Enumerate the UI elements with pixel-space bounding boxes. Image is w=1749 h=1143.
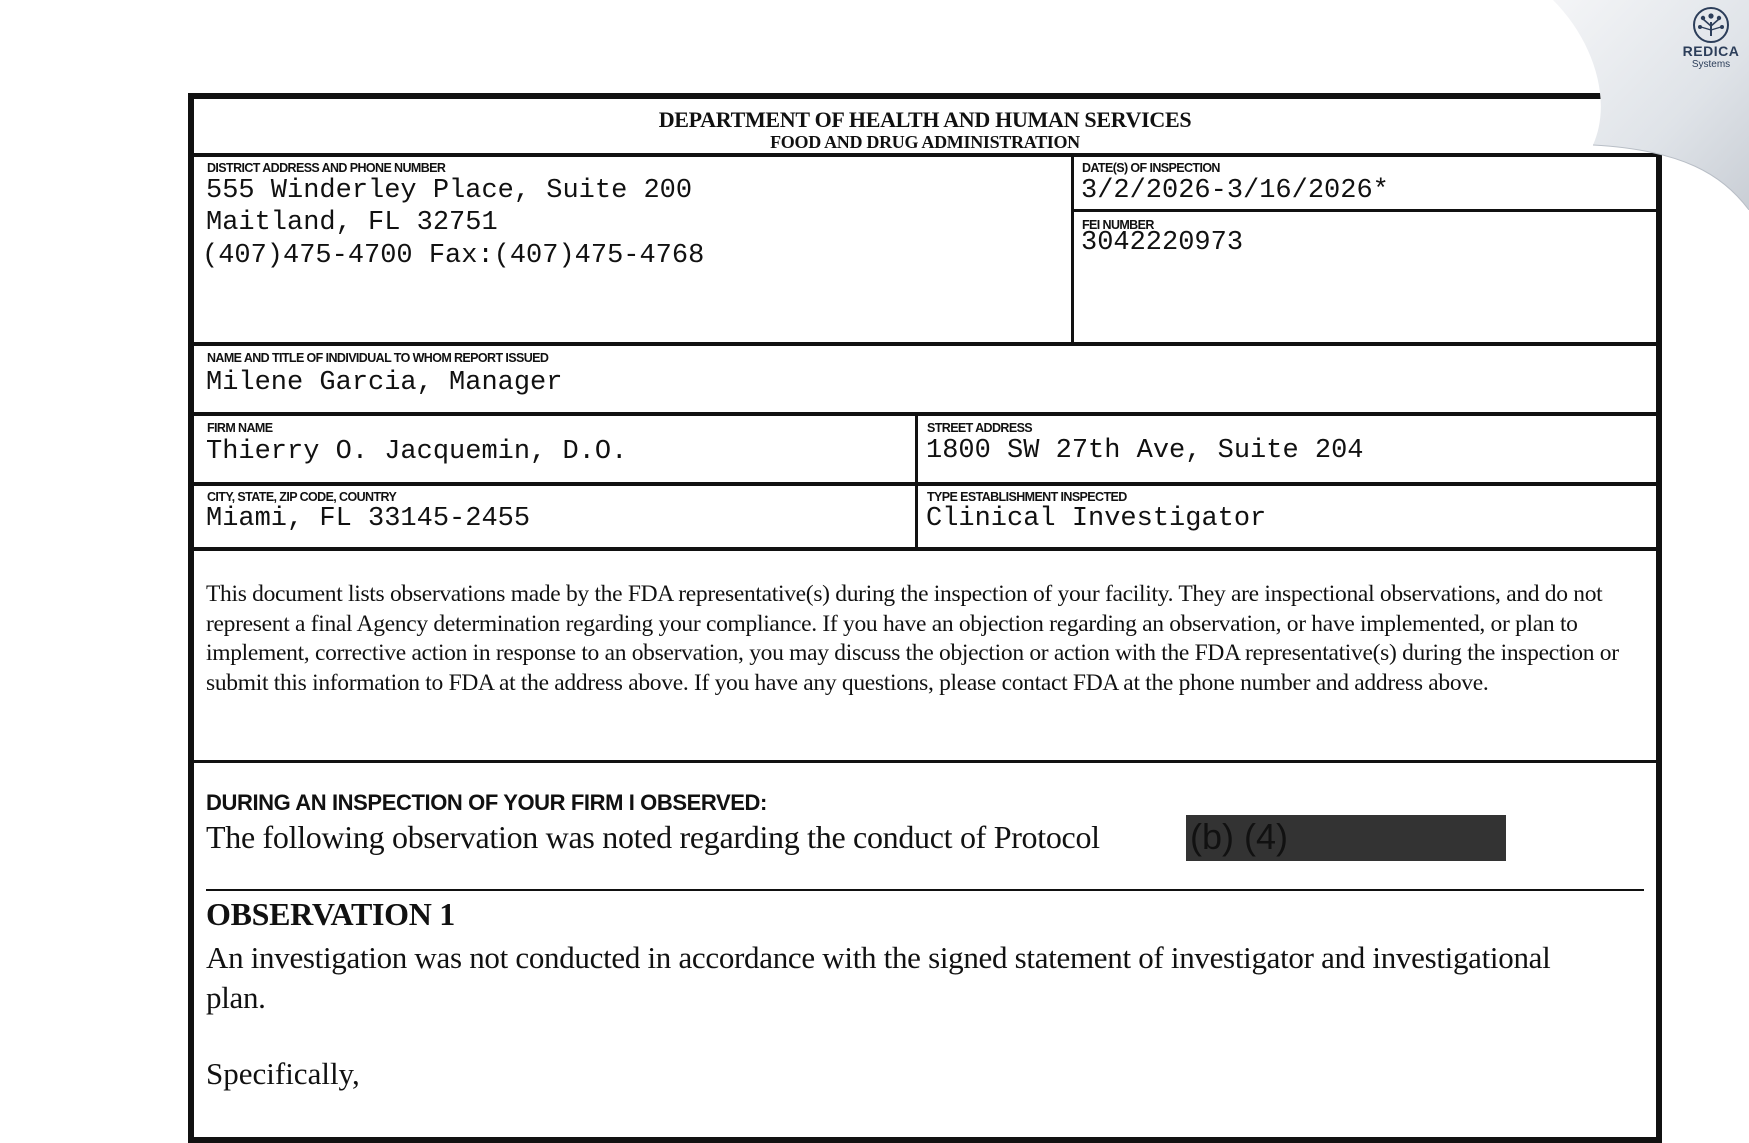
divider (194, 412, 1656, 416)
recipient-value: Milene Garcia, Manager (206, 368, 563, 398)
divider (915, 414, 918, 549)
redaction-block (1186, 815, 1506, 861)
divider (194, 482, 1656, 486)
city-label: CITY, STATE, ZIP CODE, COUNTRY (207, 490, 397, 504)
observation-specifically: Specifically, (206, 1056, 360, 1091)
redaction-code: (b) (4) (1190, 816, 1288, 857)
divider (206, 889, 1644, 891)
firm-label: FIRM NAME (207, 421, 273, 435)
logo-subtitle: Systems (1691, 59, 1731, 70)
divider (1071, 155, 1074, 344)
observed-heading: DURING AN INSPECTION OF YOUR FIRM I OBSERVED: (206, 790, 767, 815)
district-address-line1: 555 Winderley Place, Suite 200 (206, 176, 693, 206)
divider (194, 342, 1656, 346)
fei-value: 3042220973 (1081, 228, 1244, 258)
inspection-dates-label: DATE(S) OF INSPECTION (1082, 161, 1220, 175)
district-phone: (407)475-4700 Fax:(407)475-4768 (202, 241, 705, 271)
logo-name: REDICA (1682, 43, 1740, 59)
inspection-dates-value: 3/2/2026-3/16/2026* (1081, 176, 1389, 206)
inspection-notice: This document lists observations made by the FDA representative(s) during the inspection of your facility. They are inspectional observations, and do not represent a final Agency determination regarding your compliance. If you have an objection regarding an observation, or have implemented, or plan to implement, corrective action in response to an observation, you may discuss the objection or action with the FDA representative(s) during the inspection or submit this information to FDA at the address above. If you have any questions, please contact FDA at the phone number and address above. (206, 581, 1619, 696)
divider (194, 760, 1656, 763)
fda-483-form (188, 93, 1662, 1143)
district-address-line2: Maitland, FL 32751 (206, 208, 498, 238)
firm-value: Thierry O. Jacquemin, D.O. (206, 437, 628, 467)
divider (194, 153, 1656, 157)
department-header: DEPARTMENT OF HEALTH AND HUMAN SERVICES (658, 107, 1192, 132)
redica-logo (1676, 6, 1746, 70)
city-value: Miami, FL 33145-2455 (206, 504, 531, 534)
observation-title: OBSERVATION 1 (206, 896, 455, 932)
protocol-statement: The following observation was noted regarding the conduct of Protocol (206, 819, 1100, 855)
redica-tree-icon (1692, 6, 1730, 44)
street-label: STREET ADDRESS (927, 421, 1033, 435)
establishment-value: Clinical Investigator (926, 504, 1267, 534)
recipient-label: NAME AND TITLE OF INDIVIDUAL TO WHOM REPORT ISSUED (207, 351, 549, 365)
observation-text: An investigation was not conducted in accordance with the signed statement of investigator and investigational plan. (206, 940, 1551, 1015)
agency-header: FOOD AND DRUG ADMINISTRATION (770, 132, 1080, 152)
establishment-label: TYPE ESTABLISHMENT INSPECTED (927, 490, 1127, 504)
district-label: DISTRICT ADDRESS AND PHONE NUMBER (207, 161, 446, 175)
street-value: 1800 SW 27th Ave, Suite 204 (926, 436, 1364, 466)
divider (194, 547, 1656, 551)
fei-label: FEI NUMBER (1082, 218, 1154, 232)
